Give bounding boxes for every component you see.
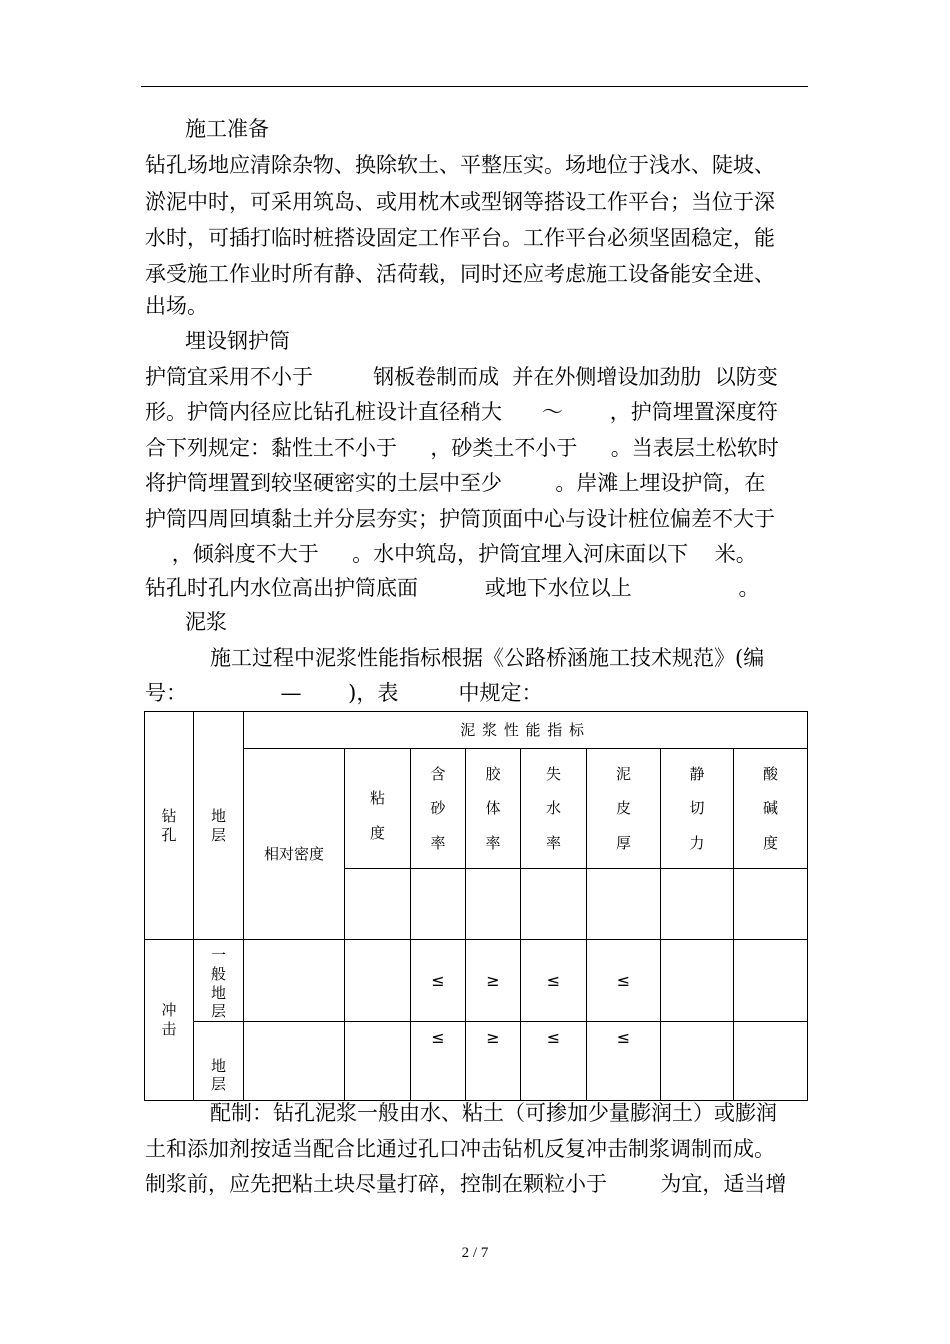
- header-drill: 钻孔: [145, 712, 194, 940]
- table-cell: [466, 869, 521, 940]
- table-cell: [661, 1022, 734, 1101]
- header-water-loss: 失水率: [521, 749, 587, 869]
- header-stratum: 地层: [194, 712, 244, 940]
- paragraph-line: 将护筒埋置到较坚硬密实的土层中至少 。岸滩上埋设护筒，在: [145, 471, 766, 495]
- table-cell: ≤: [587, 1022, 661, 1101]
- table-cell: [587, 869, 661, 940]
- header-static-shear: 静切力: [661, 749, 734, 869]
- paragraph-line: 土和添加剂按适当配合比通过孔口冲击钻机反复冲击制浆调制而成。: [145, 1137, 775, 1161]
- table-cell: ≥: [466, 1022, 521, 1101]
- table-cell: ≤: [411, 1022, 466, 1101]
- heading-steel-casing: 埋设钢护筒: [185, 329, 290, 353]
- header-rule: [141, 86, 808, 87]
- paragraph-line: 合下列规定：黏性土不小于 ，砂类土不小于 。当表层土松软时: [145, 436, 779, 460]
- table-cell: [345, 940, 411, 1022]
- table-cell: [661, 869, 734, 940]
- header-ph: 酸碱度: [734, 749, 808, 869]
- header-colloid-rate: 胶体率: [466, 749, 521, 869]
- table-cell: [411, 869, 466, 940]
- page-number: 2 / 7: [461, 1245, 489, 1261]
- table-cell: [345, 869, 411, 940]
- table-cell: ≥: [466, 940, 521, 1022]
- row-impact-method: 冲击: [145, 940, 194, 1101]
- paragraph-line: 制浆前，应先把粘土块尽量打碎，控制在颗粒小于 为宜，适当增: [145, 1172, 787, 1196]
- header-mud-indicators: 泥浆性能指标: [244, 712, 808, 749]
- header-relative-density: 相对密度: [244, 749, 345, 940]
- paragraph-line: 水时，可插打临时桩搭设固定工作平台。工作平台必须坚固稳定，能: [145, 226, 775, 250]
- row-other-stratum: 地层: [194, 1022, 244, 1101]
- heading-construction-prep: 施工准备: [185, 117, 269, 141]
- table-cell: [521, 869, 587, 940]
- row-general-stratum: 一般地层: [194, 940, 244, 1022]
- paragraph-line: 护筒四周回填黏土并分层夯实；护筒顶面中心与设计桩位偏差不大于: [145, 507, 775, 531]
- table-cell: [661, 940, 734, 1022]
- table-cell: ≤: [521, 940, 587, 1022]
- mud-performance-table: [144, 711, 808, 1101]
- paragraph-line: 施工过程中泥浆性能指标根据《公路桥涵施工技术规范》(编: [210, 646, 765, 670]
- paragraph-line: 出场。: [145, 294, 208, 318]
- header-mudcake-thickness: 泥皮厚: [587, 749, 661, 869]
- table-cell: [244, 940, 345, 1022]
- header-sand-content: 含砂率: [411, 749, 466, 869]
- paragraph-line: 承受施工作业时所有静、活荷载，同时还应考虑施工设备能安全进、: [145, 262, 775, 286]
- table-cell: [734, 869, 808, 940]
- table-cell: [734, 940, 808, 1022]
- table-cell: ≤: [411, 940, 466, 1022]
- paragraph-line: 钻孔场地应清除杂物、换除软土、平整压实。场地位于浅水、陡坡、: [145, 153, 775, 177]
- table-cell: [734, 1022, 808, 1101]
- heading-mud: 泥浆: [185, 610, 227, 634]
- paragraph-line: 配制：钻孔泥浆一般由水、粘土（可掺加少量膨润土）或膨润: [210, 1101, 777, 1125]
- paragraph-line: ，倾斜度不大于 。水中筑岛，护筒宜埋入河床面以下 米。: [145, 542, 757, 566]
- table-cell: [345, 1022, 411, 1101]
- paragraph-line: 形。护筒内径应比钻孔桩设计直径稍大 ～ ，护筒埋置深度符: [145, 400, 778, 424]
- header-viscosity: 粘度: [345, 749, 411, 869]
- table-cell: ≤: [587, 940, 661, 1022]
- paragraph-line: 淤泥中时，可采用筑岛、或用枕木或型钢等搭设工作平台；当位于深: [145, 190, 775, 214]
- paragraph-line: 钻孔时孔内水位高出护筒底面 或地下水位以上 。: [145, 576, 760, 600]
- table-cell: [244, 1022, 345, 1101]
- paragraph-line: 护筒宜采用不小于 钢板卷制而成 并在外侧增设加劲肋 以防变: [145, 365, 778, 389]
- table-cell: ≤: [521, 1022, 587, 1101]
- paragraph-line: 号： — )，表 中规定：: [145, 681, 543, 705]
